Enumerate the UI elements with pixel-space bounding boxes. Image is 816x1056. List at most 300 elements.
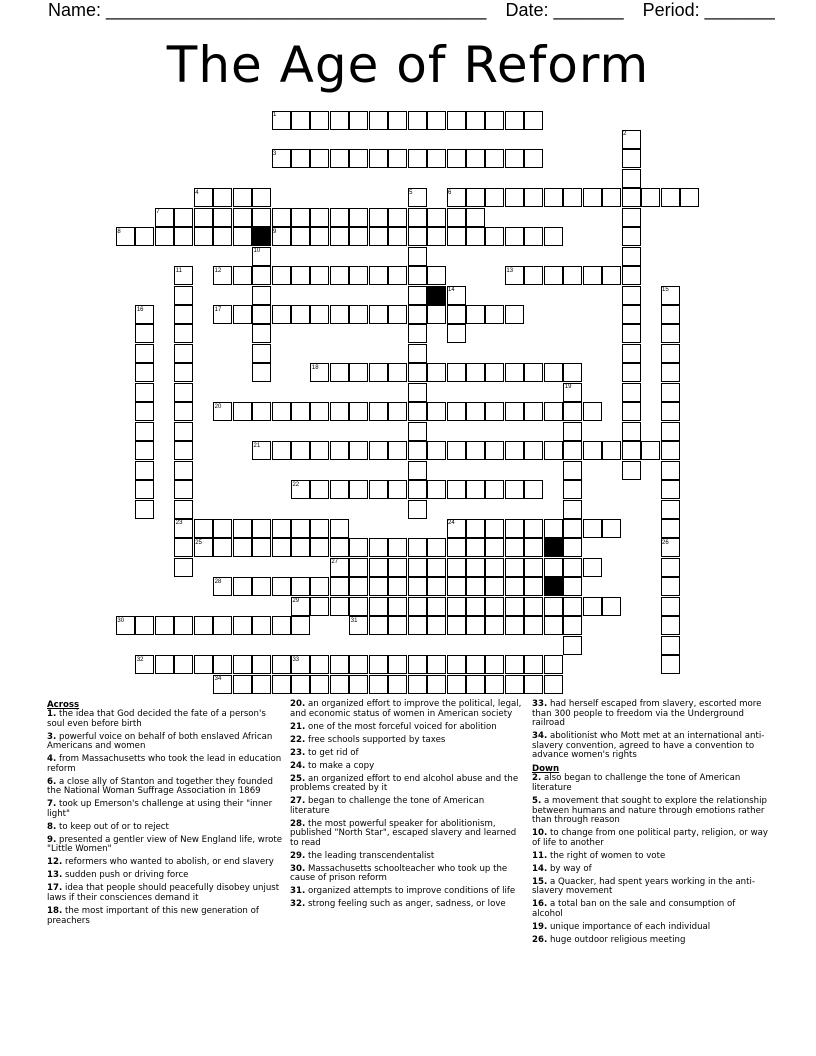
- crossword-cell[interactable]: [661, 305, 680, 324]
- crossword-cell[interactable]: [408, 422, 427, 441]
- crossword-cell[interactable]: [135, 461, 154, 480]
- crossword-cell[interactable]: [349, 597, 368, 616]
- crossword-cell[interactable]: [563, 558, 582, 577]
- crossword-cell[interactable]: [252, 266, 271, 285]
- crossword-cell[interactable]: [447, 208, 466, 227]
- crossword-cell[interactable]: [408, 149, 427, 168]
- crossword-cell[interactable]: [466, 208, 485, 227]
- crossword-cell[interactable]: [661, 188, 680, 207]
- crossword-cell[interactable]: [388, 305, 407, 324]
- crossword-cell[interactable]: [174, 558, 193, 577]
- crossword-cell[interactable]: [583, 266, 602, 285]
- crossword-cell[interactable]: [272, 519, 291, 538]
- crossword-cell[interactable]: [447, 111, 466, 130]
- crossword-cell[interactable]: [174, 519, 193, 538]
- crossword-cell[interactable]: [408, 188, 427, 207]
- crossword-cell[interactable]: [330, 111, 349, 130]
- crossword-cell[interactable]: [272, 441, 291, 460]
- crossword-cell[interactable]: [544, 675, 563, 694]
- crossword-cell[interactable]: [622, 130, 641, 149]
- crossword-cell[interactable]: [135, 441, 154, 460]
- crossword-cell[interactable]: [466, 538, 485, 557]
- crossword-cell[interactable]: [447, 363, 466, 382]
- crossword-cell[interactable]: [252, 188, 271, 207]
- crossword-cell[interactable]: [213, 616, 232, 635]
- crossword-cell[interactable]: [505, 188, 524, 207]
- crossword-cell[interactable]: [505, 480, 524, 499]
- crossword-cell[interactable]: [388, 149, 407, 168]
- crossword-cell[interactable]: [485, 519, 504, 538]
- crossword-cell[interactable]: [466, 149, 485, 168]
- crossword-cell[interactable]: [310, 266, 329, 285]
- crossword-cell[interactable]: [233, 227, 252, 246]
- crossword-cell[interactable]: [622, 441, 641, 460]
- crossword-cell[interactable]: [252, 344, 271, 363]
- crossword-cell[interactable]: [524, 675, 543, 694]
- crossword-cell[interactable]: [466, 402, 485, 421]
- crossword-cell[interactable]: [408, 111, 427, 130]
- crossword-cell[interactable]: [622, 149, 641, 168]
- crossword-cell[interactable]: [194, 227, 213, 246]
- crossword-cell[interactable]: [135, 227, 154, 246]
- crossword-cell[interactable]: [252, 441, 271, 460]
- crossword-cell[interactable]: [466, 597, 485, 616]
- crossword-cell[interactable]: [524, 149, 543, 168]
- crossword-cell[interactable]: [388, 616, 407, 635]
- crossword-cell[interactable]: [622, 363, 641, 382]
- crossword-cell[interactable]: [427, 402, 446, 421]
- crossword-cell[interactable]: [272, 305, 291, 324]
- crossword-cell[interactable]: [427, 227, 446, 246]
- crossword-cell[interactable]: [622, 188, 641, 207]
- crossword-cell[interactable]: [622, 461, 641, 480]
- crossword-cell[interactable]: [349, 675, 368, 694]
- crossword-cell[interactable]: [291, 675, 310, 694]
- crossword-cell[interactable]: [661, 577, 680, 596]
- crossword-cell[interactable]: [174, 500, 193, 519]
- crossword-cell[interactable]: [505, 558, 524, 577]
- crossword-cell[interactable]: [233, 208, 252, 227]
- crossword-cell[interactable]: [291, 266, 310, 285]
- crossword-cell[interactable]: [408, 286, 427, 305]
- crossword-cell[interactable]: [524, 558, 543, 577]
- crossword-cell[interactable]: [388, 363, 407, 382]
- crossword-cell[interactable]: [174, 441, 193, 460]
- crossword-cell[interactable]: [174, 363, 193, 382]
- crossword-cell[interactable]: [661, 655, 680, 674]
- crossword-cell[interactable]: [291, 538, 310, 557]
- crossword-cell[interactable]: [174, 305, 193, 324]
- crossword-cell[interactable]: [291, 519, 310, 538]
- crossword-cell[interactable]: [524, 402, 543, 421]
- crossword-cell[interactable]: [349, 480, 368, 499]
- crossword-cell[interactable]: [388, 227, 407, 246]
- crossword-cell[interactable]: [252, 402, 271, 421]
- crossword-cell[interactable]: [233, 675, 252, 694]
- crossword-cell[interactable]: [602, 188, 621, 207]
- crossword-cell[interactable]: [310, 402, 329, 421]
- crossword-cell[interactable]: [369, 208, 388, 227]
- crossword-cell[interactable]: [388, 655, 407, 674]
- crossword-cell[interactable]: [447, 577, 466, 596]
- crossword-cell[interactable]: [563, 636, 582, 655]
- crossword-cell[interactable]: [310, 519, 329, 538]
- crossword-cell[interactable]: [135, 422, 154, 441]
- crossword-cell[interactable]: [369, 305, 388, 324]
- crossword-cell[interactable]: [447, 149, 466, 168]
- crossword-cell[interactable]: [291, 149, 310, 168]
- crossword-cell[interactable]: [174, 616, 193, 635]
- crossword-cell[interactable]: [310, 480, 329, 499]
- crossword-cell[interactable]: [563, 616, 582, 635]
- crossword-cell[interactable]: [408, 208, 427, 227]
- crossword-cell[interactable]: [563, 441, 582, 460]
- crossword-cell[interactable]: [661, 286, 680, 305]
- crossword-cell[interactable]: [408, 324, 427, 343]
- crossword-cell[interactable]: [369, 363, 388, 382]
- crossword-cell[interactable]: [408, 402, 427, 421]
- crossword-cell[interactable]: [466, 188, 485, 207]
- crossword-cell[interactable]: [466, 616, 485, 635]
- crossword-cell[interactable]: [602, 597, 621, 616]
- crossword-cell[interactable]: [272, 402, 291, 421]
- crossword-cell[interactable]: [233, 188, 252, 207]
- crossword-cell[interactable]: [310, 227, 329, 246]
- crossword-cell[interactable]: [369, 441, 388, 460]
- crossword-cell[interactable]: [622, 227, 641, 246]
- crossword-cell[interactable]: [485, 538, 504, 557]
- crossword-cell[interactable]: [563, 480, 582, 499]
- crossword-cell[interactable]: [466, 480, 485, 499]
- crossword-cell[interactable]: [427, 111, 446, 130]
- crossword-cell[interactable]: [233, 402, 252, 421]
- crossword-cell[interactable]: [213, 519, 232, 538]
- crossword-cell[interactable]: [447, 227, 466, 246]
- crossword-cell[interactable]: [447, 402, 466, 421]
- crossword-cell[interactable]: [272, 538, 291, 557]
- crossword-cell[interactable]: [408, 305, 427, 324]
- crossword-cell[interactable]: [252, 616, 271, 635]
- crossword-cell[interactable]: [388, 208, 407, 227]
- crossword-cell[interactable]: [408, 227, 427, 246]
- crossword-cell[interactable]: [485, 402, 504, 421]
- crossword-cell[interactable]: [349, 266, 368, 285]
- crossword-cell[interactable]: [388, 441, 407, 460]
- crossword-cell[interactable]: [330, 558, 349, 577]
- crossword-cell[interactable]: [310, 363, 329, 382]
- crossword-cell[interactable]: [291, 655, 310, 674]
- crossword-cell[interactable]: [369, 577, 388, 596]
- crossword-cell[interactable]: [408, 500, 427, 519]
- crossword-cell[interactable]: [369, 616, 388, 635]
- crossword-cell[interactable]: [213, 266, 232, 285]
- crossword-cell[interactable]: [369, 538, 388, 557]
- crossword-cell[interactable]: [427, 577, 446, 596]
- crossword-cell[interactable]: [485, 441, 504, 460]
- crossword-cell[interactable]: [505, 266, 524, 285]
- crossword-cell[interactable]: [563, 422, 582, 441]
- crossword-cell[interactable]: [272, 616, 291, 635]
- crossword-cell[interactable]: [427, 616, 446, 635]
- crossword-cell[interactable]: [524, 363, 543, 382]
- crossword-cell[interactable]: [233, 266, 252, 285]
- crossword-cell[interactable]: [466, 655, 485, 674]
- crossword-cell[interactable]: [622, 305, 641, 324]
- crossword-cell[interactable]: [447, 675, 466, 694]
- crossword-cell[interactable]: [272, 227, 291, 246]
- crossword-cell[interactable]: [174, 402, 193, 421]
- crossword-cell[interactable]: [330, 149, 349, 168]
- crossword-cell[interactable]: [349, 402, 368, 421]
- crossword-cell[interactable]: [661, 402, 680, 421]
- crossword-cell[interactable]: [213, 655, 232, 674]
- crossword-cell[interactable]: [233, 519, 252, 538]
- crossword-cell[interactable]: [485, 188, 504, 207]
- crossword-cell[interactable]: [174, 266, 193, 285]
- crossword-cell[interactable]: [388, 538, 407, 557]
- crossword-cell[interactable]: [330, 519, 349, 538]
- crossword-cell[interactable]: [524, 597, 543, 616]
- crossword-cell[interactable]: [524, 616, 543, 635]
- crossword-cell[interactable]: [447, 597, 466, 616]
- crossword-cell[interactable]: [447, 519, 466, 538]
- crossword-cell[interactable]: [524, 266, 543, 285]
- crossword-cell[interactable]: [408, 577, 427, 596]
- crossword-cell[interactable]: [466, 363, 485, 382]
- crossword-cell[interactable]: [661, 363, 680, 382]
- crossword-cell[interactable]: [349, 577, 368, 596]
- crossword-cell[interactable]: [291, 616, 310, 635]
- crossword-cell[interactable]: [661, 422, 680, 441]
- crossword-cell[interactable]: [213, 305, 232, 324]
- crossword-cell[interactable]: [291, 208, 310, 227]
- crossword-cell[interactable]: [661, 558, 680, 577]
- crossword-cell[interactable]: [408, 675, 427, 694]
- crossword-cell[interactable]: [349, 227, 368, 246]
- crossword-cell[interactable]: [408, 597, 427, 616]
- crossword-cell[interactable]: [641, 188, 660, 207]
- crossword-cell[interactable]: [349, 111, 368, 130]
- crossword-cell[interactable]: [213, 577, 232, 596]
- crossword-cell[interactable]: [310, 208, 329, 227]
- crossword-cell[interactable]: [291, 227, 310, 246]
- crossword-cell[interactable]: [661, 480, 680, 499]
- crossword-cell[interactable]: [330, 655, 349, 674]
- crossword-cell[interactable]: [661, 500, 680, 519]
- crossword-cell[interactable]: [563, 461, 582, 480]
- crossword-cell[interactable]: [272, 675, 291, 694]
- crossword-cell[interactable]: [622, 208, 641, 227]
- crossword-cell[interactable]: [485, 675, 504, 694]
- crossword-cell[interactable]: [349, 208, 368, 227]
- crossword-cell[interactable]: [505, 402, 524, 421]
- crossword-cell[interactable]: [369, 597, 388, 616]
- crossword-cell[interactable]: [563, 188, 582, 207]
- crossword-cell[interactable]: [563, 363, 582, 382]
- crossword-cell[interactable]: [135, 616, 154, 635]
- crossword-cell[interactable]: [563, 519, 582, 538]
- crossword-cell[interactable]: [680, 188, 699, 207]
- crossword-cell[interactable]: [485, 558, 504, 577]
- crossword-cell[interactable]: [291, 597, 310, 616]
- crossword-cell[interactable]: [563, 500, 582, 519]
- crossword-cell[interactable]: [622, 266, 641, 285]
- crossword-cell[interactable]: [233, 305, 252, 324]
- crossword-cell[interactable]: [155, 616, 174, 635]
- crossword-cell[interactable]: [447, 538, 466, 557]
- crossword-cell[interactable]: [505, 111, 524, 130]
- crossword-cell[interactable]: [485, 655, 504, 674]
- crossword-cell[interactable]: [661, 636, 680, 655]
- crossword-cell[interactable]: [544, 558, 563, 577]
- crossword-cell[interactable]: [233, 577, 252, 596]
- crossword-cell[interactable]: [563, 266, 582, 285]
- crossword-cell[interactable]: [272, 266, 291, 285]
- crossword-cell[interactable]: [524, 111, 543, 130]
- crossword-cell[interactable]: [583, 519, 602, 538]
- crossword-cell[interactable]: [622, 344, 641, 363]
- crossword-cell[interactable]: [505, 675, 524, 694]
- crossword-cell[interactable]: [310, 597, 329, 616]
- crossword-cell[interactable]: [447, 324, 466, 343]
- crossword-cell[interactable]: [485, 597, 504, 616]
- crossword-cell[interactable]: [408, 616, 427, 635]
- crossword-cell[interactable]: [622, 169, 641, 188]
- crossword-cell[interactable]: [524, 227, 543, 246]
- crossword-cell[interactable]: [349, 655, 368, 674]
- crossword-cell[interactable]: [369, 266, 388, 285]
- crossword-cell[interactable]: [427, 480, 446, 499]
- crossword-cell[interactable]: [291, 111, 310, 130]
- crossword-cell[interactable]: [583, 402, 602, 421]
- crossword-cell[interactable]: [330, 402, 349, 421]
- crossword-cell[interactable]: [252, 324, 271, 343]
- crossword-cell[interactable]: [135, 363, 154, 382]
- crossword-cell[interactable]: [369, 558, 388, 577]
- crossword-cell[interactable]: [330, 305, 349, 324]
- crossword-cell[interactable]: [388, 675, 407, 694]
- crossword-cell[interactable]: [252, 538, 271, 557]
- crossword-cell[interactable]: [349, 363, 368, 382]
- crossword-cell[interactable]: [388, 480, 407, 499]
- crossword-cell[interactable]: [466, 227, 485, 246]
- crossword-cell[interactable]: [194, 208, 213, 227]
- crossword-cell[interactable]: [466, 577, 485, 596]
- crossword-cell[interactable]: [174, 208, 193, 227]
- crossword-cell[interactable]: [349, 149, 368, 168]
- crossword-cell[interactable]: [388, 402, 407, 421]
- crossword-cell[interactable]: [466, 675, 485, 694]
- crossword-cell[interactable]: [194, 519, 213, 538]
- crossword-cell[interactable]: [272, 655, 291, 674]
- crossword-cell[interactable]: [252, 363, 271, 382]
- crossword-cell[interactable]: [544, 402, 563, 421]
- crossword-cell[interactable]: [252, 305, 271, 324]
- crossword-cell[interactable]: [388, 577, 407, 596]
- crossword-cell[interactable]: [447, 655, 466, 674]
- crossword-cell[interactable]: [174, 655, 193, 674]
- crossword-cell[interactable]: [427, 538, 446, 557]
- crossword-cell[interactable]: [485, 111, 504, 130]
- crossword-cell[interactable]: [447, 305, 466, 324]
- crossword-cell[interactable]: [661, 344, 680, 363]
- crossword-cell[interactable]: [485, 480, 504, 499]
- crossword-cell[interactable]: [505, 227, 524, 246]
- crossword-cell[interactable]: [447, 616, 466, 635]
- crossword-cell[interactable]: [116, 227, 135, 246]
- crossword-cell[interactable]: [622, 383, 641, 402]
- crossword-cell[interactable]: [408, 441, 427, 460]
- crossword-cell[interactable]: [369, 675, 388, 694]
- crossword-cell[interactable]: [524, 538, 543, 557]
- crossword-cell[interactable]: [310, 441, 329, 460]
- crossword-cell[interactable]: [524, 577, 543, 596]
- crossword-cell[interactable]: [349, 538, 368, 557]
- crossword-cell[interactable]: [427, 266, 446, 285]
- crossword-cell[interactable]: [213, 402, 232, 421]
- crossword-cell[interactable]: [447, 286, 466, 305]
- crossword-cell[interactable]: [213, 227, 232, 246]
- crossword-cell[interactable]: [349, 441, 368, 460]
- crossword-cell[interactable]: [466, 305, 485, 324]
- crossword-cell[interactable]: [466, 111, 485, 130]
- crossword-cell[interactable]: [310, 538, 329, 557]
- crossword-cell[interactable]: [194, 538, 213, 557]
- crossword-cell[interactable]: [544, 188, 563, 207]
- crossword-cell[interactable]: [310, 577, 329, 596]
- crossword-cell[interactable]: [485, 616, 504, 635]
- crossword-cell[interactable]: [622, 286, 641, 305]
- crossword-cell[interactable]: [155, 655, 174, 674]
- crossword-cell[interactable]: [447, 480, 466, 499]
- crossword-cell[interactable]: [583, 558, 602, 577]
- crossword-cell[interactable]: [408, 383, 427, 402]
- crossword-cell[interactable]: [194, 188, 213, 207]
- crossword-cell[interactable]: [427, 363, 446, 382]
- crossword-cell[interactable]: [272, 111, 291, 130]
- crossword-cell[interactable]: [661, 597, 680, 616]
- crossword-cell[interactable]: [447, 188, 466, 207]
- crossword-cell[interactable]: [174, 344, 193, 363]
- crossword-cell[interactable]: [544, 655, 563, 674]
- crossword-cell[interactable]: [602, 441, 621, 460]
- crossword-cell[interactable]: [330, 538, 349, 557]
- crossword-cell[interactable]: [427, 441, 446, 460]
- crossword-cell[interactable]: [252, 247, 271, 266]
- crossword-cell[interactable]: [310, 675, 329, 694]
- crossword-cell[interactable]: [544, 597, 563, 616]
- crossword-cell[interactable]: [661, 324, 680, 343]
- crossword-cell[interactable]: [252, 208, 271, 227]
- crossword-cell[interactable]: [408, 266, 427, 285]
- crossword-cell[interactable]: [174, 227, 193, 246]
- crossword-cell[interactable]: [272, 149, 291, 168]
- crossword-cell[interactable]: [252, 286, 271, 305]
- crossword-cell[interactable]: [135, 305, 154, 324]
- crossword-cell[interactable]: [408, 538, 427, 557]
- crossword-cell[interactable]: [135, 383, 154, 402]
- crossword-cell[interactable]: [135, 324, 154, 343]
- crossword-cell[interactable]: [330, 597, 349, 616]
- crossword-cell[interactable]: [310, 305, 329, 324]
- crossword-cell[interactable]: [369, 111, 388, 130]
- crossword-cell[interactable]: [330, 266, 349, 285]
- crossword-cell[interactable]: [252, 675, 271, 694]
- crossword-cell[interactable]: [330, 441, 349, 460]
- crossword-cell[interactable]: [408, 480, 427, 499]
- crossword-cell[interactable]: [369, 149, 388, 168]
- crossword-cell[interactable]: [427, 208, 446, 227]
